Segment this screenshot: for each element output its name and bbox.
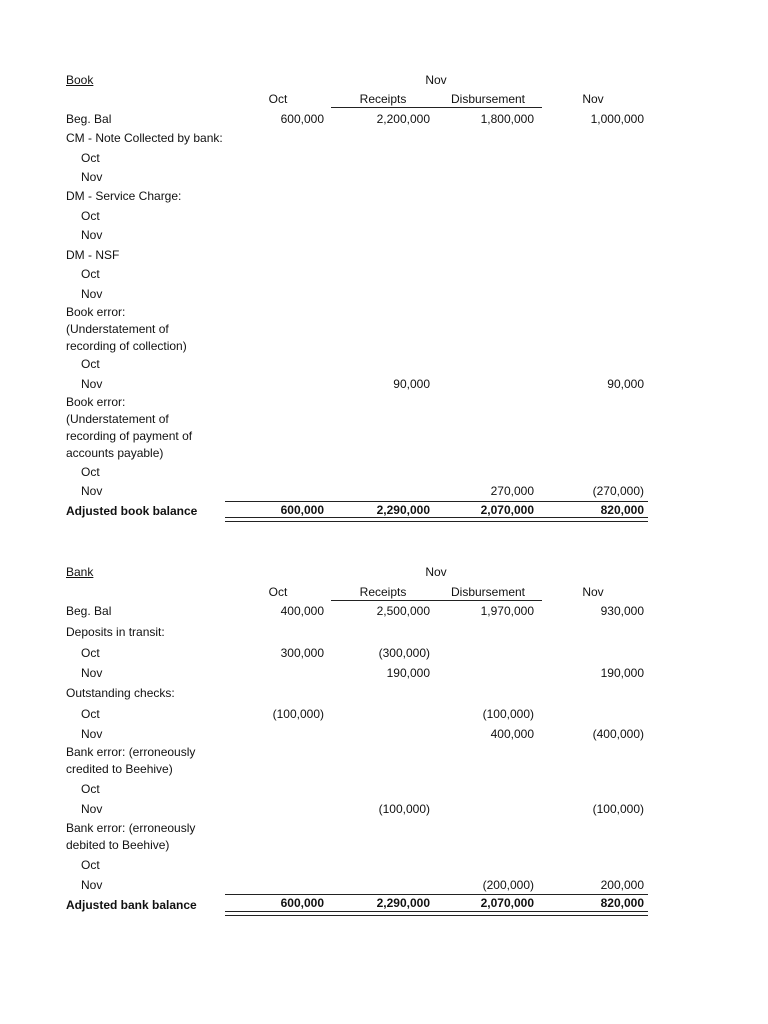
bank-total-oct: 600,000 bbox=[280, 896, 324, 910]
book-row-oct-value: 600,000 bbox=[280, 112, 324, 126]
book-row-label: DM - NSF bbox=[66, 248, 120, 262]
book-row-nov-value: 1,000,000 bbox=[590, 112, 644, 126]
bank-row-label: Nov bbox=[81, 802, 103, 816]
book-row-label: Oct bbox=[81, 357, 100, 371]
bank-row-receipts-value: (300,000) bbox=[378, 646, 430, 660]
bank-row-disb-value: 1,970,000 bbox=[480, 604, 534, 618]
bank-header-disbursement: Disbursement bbox=[450, 585, 526, 599]
bank-row-label: Bank error: (erroneously bbox=[66, 821, 196, 835]
bank-row-disb-value: (200,000) bbox=[482, 878, 534, 892]
book-header-oct: Oct bbox=[268, 92, 288, 106]
book-row-receipts-value: 90,000 bbox=[393, 377, 430, 391]
bank-row-oct-value: (100,000) bbox=[272, 707, 324, 721]
bank-header-receipts: Receipts bbox=[359, 585, 407, 599]
bank-row-nov-value: (400,000) bbox=[592, 727, 644, 741]
book-row-label: (Understatement of bbox=[66, 412, 169, 426]
bank-total-receipts: 2,290,000 bbox=[376, 896, 430, 910]
bank-row-label: Oct bbox=[81, 858, 100, 872]
book-total-receipts: 2,290,000 bbox=[376, 503, 430, 517]
book-row-label: Nov bbox=[81, 287, 103, 301]
book-row-disb-value: 1,800,000 bbox=[480, 112, 534, 126]
bank-row-label: debited to Beehive) bbox=[66, 838, 170, 852]
book-row-label: (Understatement of bbox=[66, 322, 169, 336]
book-header-receipts: Receipts bbox=[359, 92, 407, 106]
book-total-oct: 600,000 bbox=[280, 503, 324, 517]
bank-row-label: Nov bbox=[81, 878, 103, 892]
bank-row-nov-value: 200,000 bbox=[600, 878, 644, 892]
bank-header-underline bbox=[331, 600, 542, 601]
book-row-nov-value: 90,000 bbox=[607, 377, 644, 391]
bank-row-nov-value: (100,000) bbox=[592, 802, 644, 816]
book-header-nov: Nov bbox=[582, 92, 604, 106]
bank-total-disbursement: 2,070,000 bbox=[480, 896, 534, 910]
book-total-nov: 820,000 bbox=[600, 503, 644, 517]
bank-total-topline bbox=[225, 894, 648, 895]
book-row-label: Nov bbox=[81, 228, 103, 242]
book-row-label: Oct bbox=[81, 209, 100, 223]
book-row-label: accounts payable) bbox=[66, 446, 164, 460]
book-row-label: recording of collection) bbox=[66, 339, 187, 353]
book-row-label: Oct bbox=[81, 267, 100, 281]
book-row-nov-value: (270,000) bbox=[592, 484, 644, 498]
bank-header-group: Nov bbox=[425, 565, 447, 579]
book-row-label: recording of payment of bbox=[66, 429, 193, 443]
book-row-label: Beg. Bal bbox=[66, 112, 112, 126]
book-row-label: Oct bbox=[81, 465, 100, 479]
book-row-disb-value: 270,000 bbox=[490, 484, 534, 498]
book-row-label: DM - Service Charge: bbox=[66, 189, 182, 203]
book-row-label: Nov bbox=[81, 484, 103, 498]
bank-row-nov-value: 930,000 bbox=[600, 604, 644, 618]
bank-header-nov: Nov bbox=[582, 585, 604, 599]
book-total-label: Adjusted book balance bbox=[66, 504, 198, 518]
bank-row-label: Oct bbox=[81, 782, 100, 796]
bank-row-label: Nov bbox=[81, 666, 103, 680]
bank-row-receipts-value: (100,000) bbox=[378, 802, 430, 816]
bank-total-label: Adjusted bank balance bbox=[66, 898, 197, 912]
bank-row-label: Bank error: (erroneously bbox=[66, 745, 196, 759]
bank-header-oct: Oct bbox=[268, 585, 288, 599]
book-total-disbursement: 2,070,000 bbox=[480, 503, 534, 517]
book-header-underline bbox=[331, 107, 542, 108]
book-row-label: Nov bbox=[81, 377, 103, 391]
bank-row-oct-value: 400,000 bbox=[280, 604, 324, 618]
book-header-disbursement: Disbursement bbox=[450, 92, 526, 106]
bank-row-label: Outstanding checks: bbox=[66, 686, 175, 700]
bank-row-label: credited to Beehive) bbox=[66, 762, 173, 776]
book-total-double-underline bbox=[225, 517, 648, 522]
book-title: Book bbox=[66, 73, 94, 87]
bank-row-disb-value: (100,000) bbox=[482, 707, 534, 721]
book-header-group: Nov bbox=[425, 73, 447, 87]
bank-row-oct-value: 300,000 bbox=[280, 646, 324, 660]
bank-row-label: Oct bbox=[81, 646, 100, 660]
bank-row-receipts-value: 190,000 bbox=[386, 666, 430, 680]
book-row-label: Book error: bbox=[66, 305, 126, 319]
bank-row-receipts-value: 2,500,000 bbox=[376, 604, 430, 618]
book-row-label: CM - Note Collected by bank: bbox=[66, 131, 223, 145]
bank-total-nov: 820,000 bbox=[600, 896, 644, 910]
bank-row-disb-value: 400,000 bbox=[490, 727, 534, 741]
bank-row-label: Beg. Bal bbox=[66, 604, 112, 618]
book-total-topline bbox=[225, 501, 648, 502]
bank-row-nov-value: 190,000 bbox=[600, 666, 644, 680]
bank-total-double-underline bbox=[225, 911, 648, 916]
book-row-label: Nov bbox=[81, 170, 103, 184]
bank-row-label: Deposits in transit: bbox=[66, 625, 165, 639]
book-row-receipts-value: 2,200,000 bbox=[376, 112, 430, 126]
bank-title: Bank bbox=[66, 565, 94, 579]
bank-row-label: Nov bbox=[81, 727, 103, 741]
book-row-label: Book error: bbox=[66, 395, 126, 409]
bank-row-label: Oct bbox=[81, 707, 100, 721]
book-row-label: Oct bbox=[81, 151, 100, 165]
